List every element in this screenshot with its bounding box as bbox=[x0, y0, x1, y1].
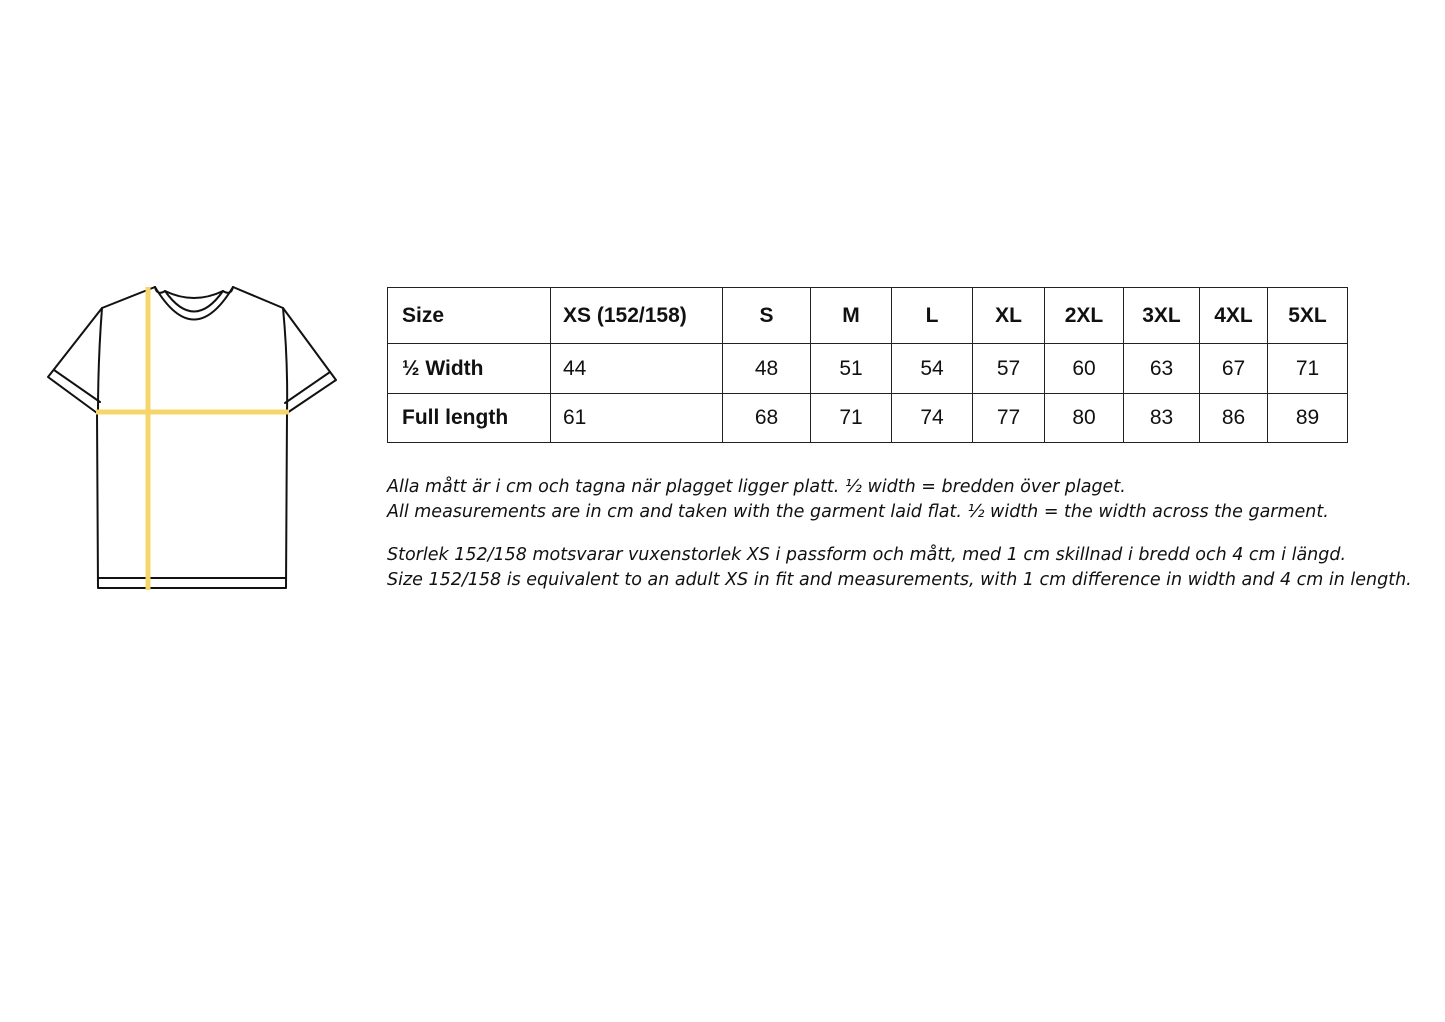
half-width-s: 48 bbox=[723, 344, 811, 394]
half-width-m: 51 bbox=[811, 344, 892, 394]
size-note-sv: Storlek 152/158 motsvarar vuxenstorlek XS i passform och mått, med 1 cm skillnad i bredd och 4 cm i längd. bbox=[387, 545, 1347, 565]
size-m: M bbox=[811, 288, 892, 344]
tshirt-measurement-icon bbox=[40, 280, 345, 598]
full-length-m: 71 bbox=[811, 394, 892, 443]
size-3xl: 3XL bbox=[1124, 288, 1200, 344]
half-width-xl: 57 bbox=[973, 344, 1045, 394]
measurement-note bbox=[387, 475, 1387, 525]
half-width-4xl: 67 bbox=[1200, 344, 1268, 394]
full-length-s: 68 bbox=[723, 394, 811, 443]
full-length-5xl: 89 bbox=[1268, 394, 1348, 443]
size-xs: XS (152/158) bbox=[551, 288, 723, 344]
size-4xl: 4XL bbox=[1200, 288, 1268, 344]
size-note bbox=[387, 543, 1412, 593]
measurement-note-sv: Alla mått är i cm och tagna när plagget ligger platt. ½ width = bredden över plaget. bbox=[387, 477, 1126, 497]
full-length-3xl: 83 bbox=[1124, 394, 1200, 443]
full-length-2xl: 80 bbox=[1045, 394, 1124, 443]
half-width-5xl: 71 bbox=[1268, 344, 1348, 394]
measurement-notes bbox=[387, 475, 1412, 611]
size-5xl: 5XL bbox=[1268, 288, 1348, 344]
size-note-en: Size 152/158 is equivalent to an adult XS in fit and measurements, with 1 cm difference in width and 4 cm in length. bbox=[387, 570, 1412, 590]
full-length-l: 74 bbox=[892, 394, 973, 443]
full-length-4xl: 86 bbox=[1200, 394, 1268, 443]
full-length-xl: 77 bbox=[973, 394, 1045, 443]
size-header-label: Size bbox=[388, 288, 551, 344]
size-chart-table bbox=[387, 287, 1348, 443]
half-width-l: 54 bbox=[892, 344, 973, 394]
half-width-2xl: 60 bbox=[1045, 344, 1124, 394]
size-xl: XL bbox=[973, 288, 1045, 344]
size-2xl: 2XL bbox=[1045, 288, 1124, 344]
half-width-label: ½ Width bbox=[388, 344, 551, 394]
measurement-note-en: All measurements are in cm and taken with the garment laid flat. ½ width = the width across the garment. bbox=[387, 502, 1329, 522]
half-width-row bbox=[388, 344, 1348, 394]
full-length-row bbox=[388, 394, 1348, 443]
size-header-row bbox=[388, 288, 1348, 344]
size-l: L bbox=[892, 288, 973, 344]
full-length-xs: 61 bbox=[551, 394, 723, 443]
half-width-3xl: 63 bbox=[1124, 344, 1200, 394]
size-s: S bbox=[723, 288, 811, 344]
full-length-label: Full length bbox=[388, 394, 551, 443]
half-width-xs: 44 bbox=[551, 344, 723, 394]
